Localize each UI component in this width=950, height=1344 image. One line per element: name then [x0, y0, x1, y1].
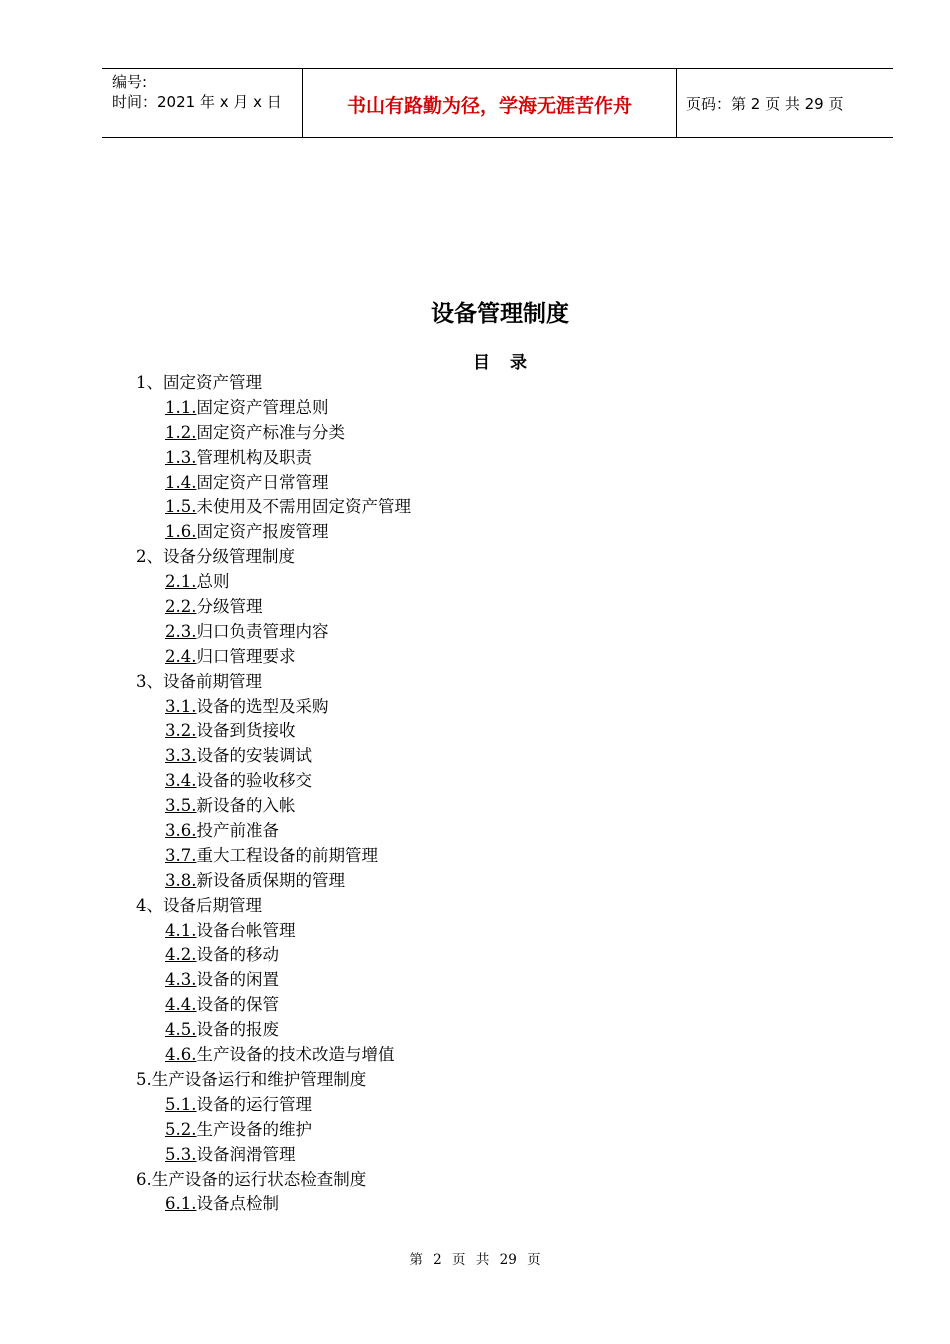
toc-entry-text: 固定资产管理 [163, 373, 262, 392]
toc-entry-number: 2.2. [165, 597, 197, 617]
toc-entry-number: 4.5. [165, 1020, 197, 1040]
toc-entry-text: 固定资产报废管理 [196, 522, 329, 542]
toc-entry-text: 设备的报废 [196, 1020, 279, 1040]
toc-subentry[interactable] [136, 844, 836, 869]
toc-entry-number: 1.6. [165, 522, 197, 542]
toc-entry-number: 3.8. [165, 870, 197, 890]
toc-heading-char: 目 [473, 353, 490, 373]
footer-text: 页 [452, 1252, 466, 1268]
toc-entry [136, 545, 836, 570]
toc-subentry[interactable] [136, 769, 836, 794]
toc-entry-text: 分级管理 [196, 597, 263, 617]
toc-entry-text: 设备分级管理制度 [163, 547, 295, 567]
toc-subentry[interactable] [136, 595, 836, 620]
toc-entry-text: 固定资产日常管理 [196, 472, 329, 492]
table-of-contents [136, 371, 836, 1217]
toc-subentry[interactable] [136, 919, 836, 944]
header-page-cell [678, 69, 892, 137]
toc-entry-text: 新设备质保期的管理 [196, 870, 345, 890]
toc-entry-text: 总则 [196, 572, 230, 592]
toc-entry-number: 5.3. [165, 1144, 197, 1164]
toc-entry-number: 4.6. [165, 1045, 197, 1065]
toc-entry-text: 归口负责管理内容 [196, 621, 329, 641]
toc-subentry[interactable] [136, 520, 836, 545]
toc-subentry[interactable] [136, 446, 836, 471]
header-info-cell [102, 69, 303, 137]
toc-entry-text: 新设备的入帐 [196, 796, 296, 816]
toc-entry-text: 设备的保管 [196, 995, 279, 1015]
toc-subentry[interactable] [136, 819, 836, 844]
toc-subentry[interactable] [136, 1093, 836, 1118]
toc-subentry[interactable] [136, 719, 836, 744]
toc-entry-number: 1.1. [165, 397, 197, 417]
toc-heading [0, 348, 950, 373]
toc-entry-text: 设备点检制 [196, 1194, 279, 1214]
toc-entry-text: 设备的移动 [196, 945, 279, 965]
toc-entry-number: 3.3. [165, 746, 197, 766]
toc-subentry[interactable] [136, 968, 836, 993]
page-header [102, 68, 893, 138]
toc-entry-text: 设备后期管理 [163, 895, 262, 915]
toc-entry-number: 5.1. [165, 1094, 197, 1114]
toc-entry-number: 2.4. [165, 646, 197, 666]
toc-entry-number: 1.4. [165, 472, 197, 492]
toc-entry-text: 设备台帐管理 [196, 920, 296, 940]
footer-text: 共 [475, 1252, 490, 1268]
toc-entry-number: 2.3. [165, 621, 197, 641]
toc-entry-number: 4.2. [165, 945, 197, 965]
toc-subentry[interactable] [136, 495, 836, 520]
toc-entry-number: 2.1. [165, 572, 197, 592]
toc-entry-text: 设备的运行管理 [196, 1094, 312, 1114]
toc-entry [136, 1168, 836, 1193]
toc-entry-text: 归口管理要求 [196, 646, 296, 666]
toc-entry-number: 5.2. [165, 1119, 197, 1139]
toc-subentry[interactable] [136, 993, 836, 1018]
toc-entry-text: 设备的验收移交 [196, 771, 312, 791]
toc-entry-number: 6. [136, 1169, 152, 1189]
toc-entry-text: 生产设备的维护 [196, 1119, 312, 1139]
toc-entry-text: 固定资产管理总则 [196, 397, 329, 417]
header-motto: 书山有路勤为径，学海无涯苦作舟 [346, 95, 632, 117]
toc-subentry[interactable] [136, 1192, 836, 1217]
page-footer [0, 1248, 950, 1268]
toc-subentry[interactable] [136, 421, 836, 446]
toc-entry-text: 生产设备的技术改造与增值 [196, 1045, 395, 1065]
toc-entry-text: 设备到货接收 [196, 721, 296, 741]
toc-entry-text: 设备的闲置 [196, 970, 279, 990]
footer-page-number: 2 [433, 1252, 442, 1268]
toc-entry-number: 3.6. [165, 821, 197, 841]
toc-entry-number: 3、 [136, 671, 163, 691]
toc-entry-number: 2、 [136, 547, 163, 567]
footer-text: 第 [409, 1252, 423, 1268]
toc-entry-text: 生产设备的运行状态检查制度 [151, 1169, 367, 1189]
toc-entry-number: 3.4. [165, 771, 197, 791]
toc-entry-text: 管理机构及职责 [196, 447, 312, 467]
toc-entry-number: 3.7. [165, 845, 197, 865]
toc-entry [136, 670, 836, 695]
toc-subentry[interactable] [136, 943, 836, 968]
toc-entry [136, 371, 836, 396]
toc-entry-text: 设备前期管理 [163, 671, 262, 691]
header-page-info: 页码：第 2 页 共 29 页 [686, 95, 844, 113]
toc-entry-text: 投产前准备 [196, 821, 279, 841]
toc-entry-number: 4、 [136, 895, 163, 915]
toc-subentry[interactable] [136, 794, 836, 819]
toc-heading-char: 录 [510, 353, 527, 373]
toc-entry-number: 1.2. [165, 422, 197, 442]
toc-subentry[interactable] [136, 645, 836, 670]
footer-text: 页 [527, 1252, 541, 1268]
toc-subentry[interactable] [136, 620, 836, 645]
toc-entry-text: 设备的安装调试 [196, 746, 312, 766]
toc-subentry[interactable] [136, 695, 836, 720]
document-date: 时间：2021 年 x 月 x 日 [112, 93, 282, 111]
toc-entry-number: 3.1. [165, 696, 197, 716]
toc-entry-text: 重大工程设备的前期管理 [196, 845, 378, 865]
toc-subentry[interactable] [136, 570, 836, 595]
toc-entry [136, 1068, 836, 1093]
toc-entry-number: 1.5. [165, 497, 197, 517]
toc-entry-text: 固定资产标准与分类 [196, 422, 345, 442]
toc-subentry[interactable] [136, 1043, 836, 1068]
toc-entry-text: 设备的选型及采购 [196, 696, 329, 716]
toc-subentry[interactable] [136, 744, 836, 769]
toc-entry [136, 894, 836, 919]
toc-subentry[interactable] [136, 471, 836, 496]
toc-entry-number: 4.3. [165, 970, 197, 990]
toc-subentry[interactable] [136, 396, 836, 421]
toc-entry-text: 未使用及不需用固定资产管理 [196, 497, 411, 517]
toc-entry-number: 1.3. [165, 447, 197, 467]
toc-entry-number: 5. [136, 1069, 152, 1089]
header-motto-cell [303, 69, 677, 137]
document-number-label: 编号: [112, 73, 148, 91]
toc-entry-text: 生产设备运行和维护管理制度 [151, 1069, 367, 1089]
footer-total-pages: 29 [499, 1252, 517, 1268]
toc-entry-number: 3.5. [165, 796, 197, 816]
toc-entry-number: 1、 [136, 373, 163, 392]
toc-subentry[interactable] [136, 1018, 836, 1043]
toc-subentry[interactable] [136, 1118, 836, 1143]
toc-subentry[interactable] [136, 869, 836, 894]
toc-entry-number: 4.4. [165, 995, 197, 1015]
toc-entry-number: 4.1. [165, 920, 197, 940]
toc-entry-text: 设备润滑管理 [196, 1144, 296, 1164]
toc-entry-number: 6.1. [165, 1194, 197, 1214]
toc-subentry[interactable] [136, 1143, 836, 1168]
toc-entry-number: 3.2. [165, 721, 197, 741]
document-title: 设备管理制度 [431, 301, 569, 327]
